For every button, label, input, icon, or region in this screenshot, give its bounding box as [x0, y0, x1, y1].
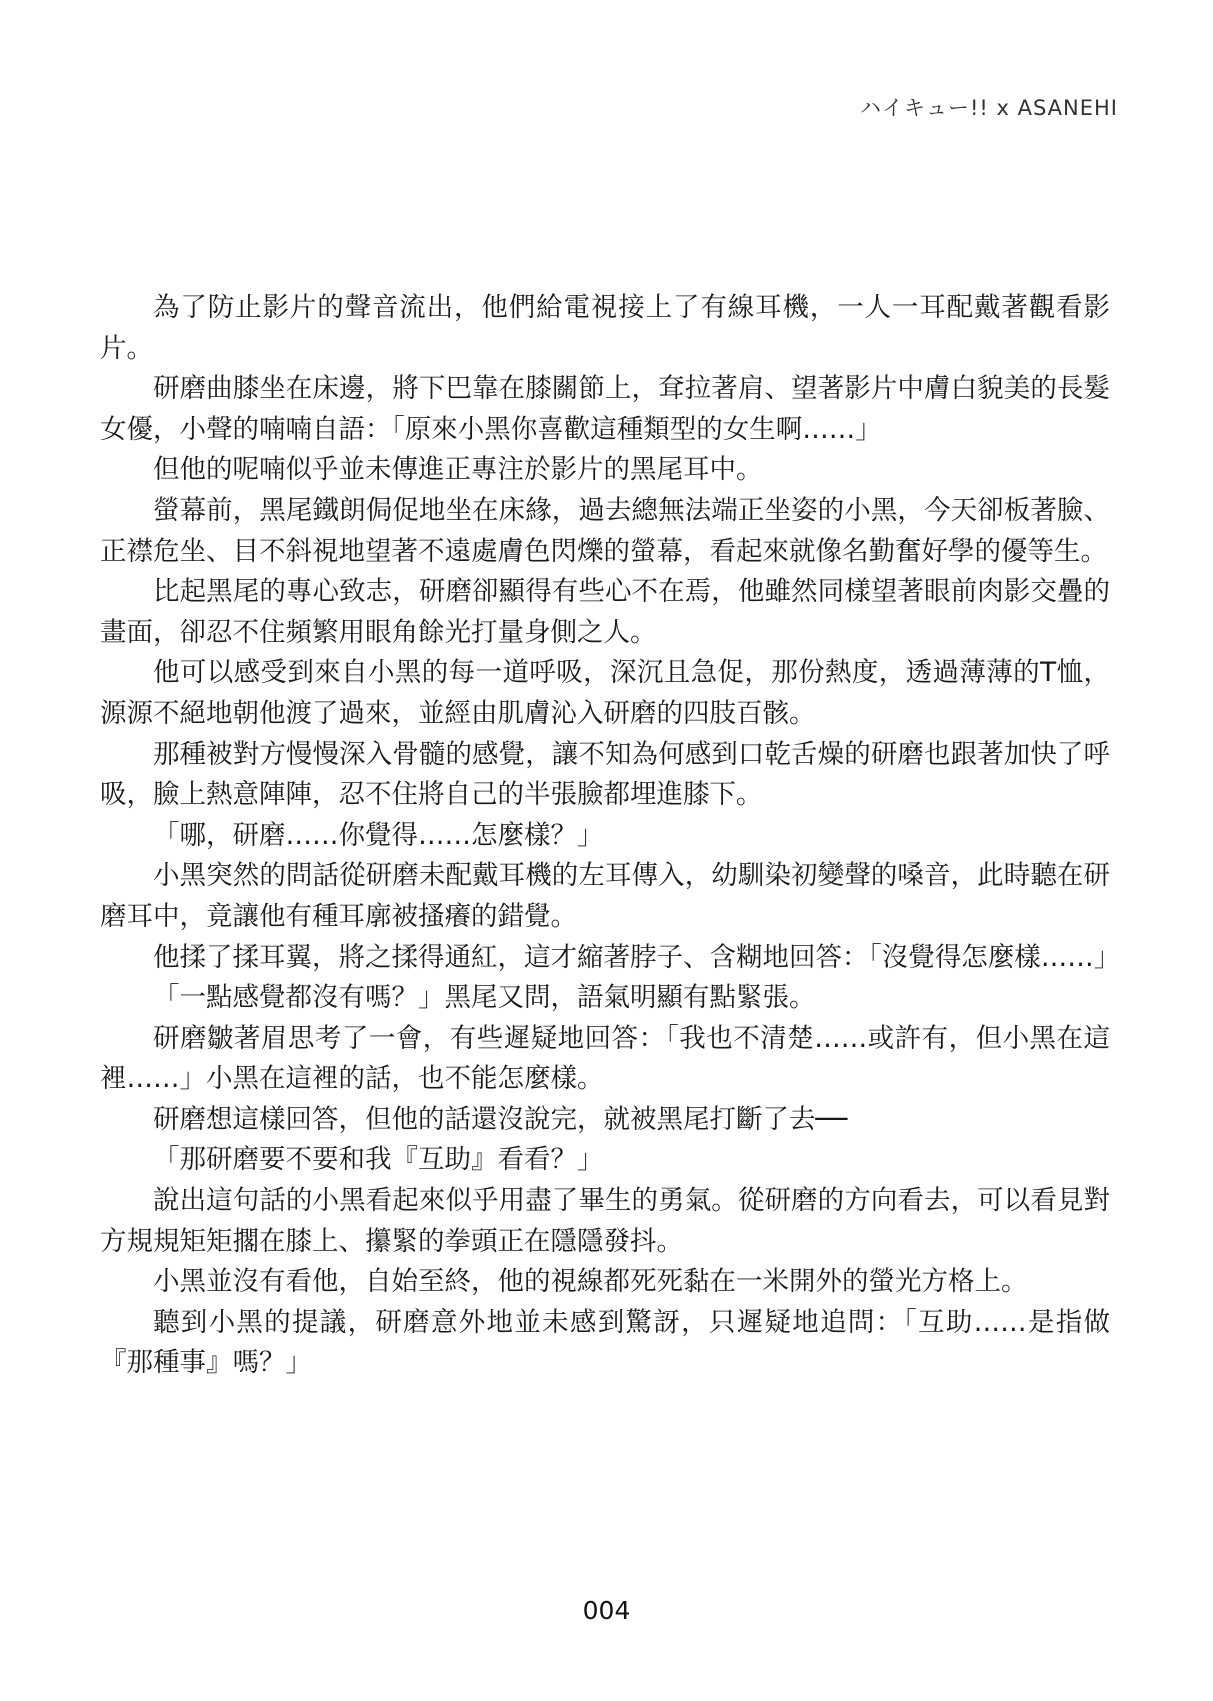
running-header: ハイキュー!! x ASANEHI [859, 96, 1118, 120]
paragraph: 他揉了揉耳翼，將之揉得通紅，這才縮著脖子、含糊地回答：「沒覺得怎麼樣……」 [153, 941, 1121, 973]
paragraph: 「那研磨要不要和我『互助』看看？」 [153, 1144, 604, 1176]
paragraph: 螢幕前，黑尾鐵朗侷促地坐在床緣，過去總無法端正坐姿的小黑，今天卻板著臉、正襟危坐、目不斜視地望著不遠處膚色閃爍的螢幕，看起來就像名勤奮好學的優等生。 [100, 494, 1110, 567]
paragraph: 但他的呢喃似乎並未傳進正專注於影片的黑尾耳中。 [153, 454, 763, 486]
page-number: 004 [582, 1596, 631, 1625]
paragraph: 研磨想這樣回答，但他的話還沒說完，就被黑尾打斷了去── [153, 1103, 848, 1135]
paragraph: 「哪，研磨……你覺得……怎麼樣？」 [153, 819, 604, 851]
paragraph: 「一點感覺都沒有嗎？」黑尾又問，語氣明顯有點緊張。 [153, 982, 816, 1014]
paragraph: 說出這句話的小黑看起來似乎用盡了畢生的勇氣。從研磨的方向看去，可以看見對方規規矩矩擱在膝上、攥緊的拳頭正在隱隱發抖。 [100, 1185, 1110, 1257]
paragraph: 研磨曲膝坐在床邊，將下巴靠在膝關節上，耷拉著肩、望著影片中膚白貌美的長髮女優，小聲的喃喃自語：「原來小黑你喜歡這種類型的女生啊……」 [100, 373, 1110, 445]
paragraph: 研磨皺著眉思考了一會，有些遲疑地回答：「我也不清楚……或許有，但小黑在這裡……」小黑在這裡的話，也不能怎麼樣。 [100, 1022, 1110, 1095]
paragraph: 為了防止影片的聲音流出，他們給電視接上了有線耳機，一人一耳配戴著觀看影片。 [100, 292, 1110, 364]
paragraph: 小黑並沒有看他，自始至終，他的視線都死死黏在一米開外的螢光方格上。 [153, 1266, 1028, 1298]
paragraph: 那種被對方慢慢深入骨髓的感覺，讓不知為何感到口乾舌燥的研磨也跟著加快了呼吸，臉上熱意陣陣，忍不住將自己的半張臉都埋進膝下。 [100, 738, 1110, 811]
paragraph: 小黑突然的問話從研磨未配戴耳機的左耳傳入，幼馴染初變聲的嗓音，此時聽在研磨耳中，竟讓他有種耳廓被搔癢的錯覺。 [100, 860, 1110, 932]
paragraph: 聽到小黑的提議，研磨意外地並未感到驚訝，只遲疑地追問：「互助……是指做『那種事』嗎？」 [100, 1306, 1110, 1379]
paragraph: 比起黑尾的專心致志，研磨卻顯得有些心不在焉，他雖然同樣望著眼前肉影交疊的畫面，卻忍不住頻繁用眼角餘光打量身側之人。 [100, 576, 1110, 648]
body-text [100, 288, 1121, 1384]
paragraph: 他可以感受到來自小黑的每一道呼吸，深沉且急促，那份熱度，透過薄薄的T恤，源源不絕地朝他渡了過來，並經由肌膚沁入研磨的四肢百骸。 [100, 657, 1110, 729]
